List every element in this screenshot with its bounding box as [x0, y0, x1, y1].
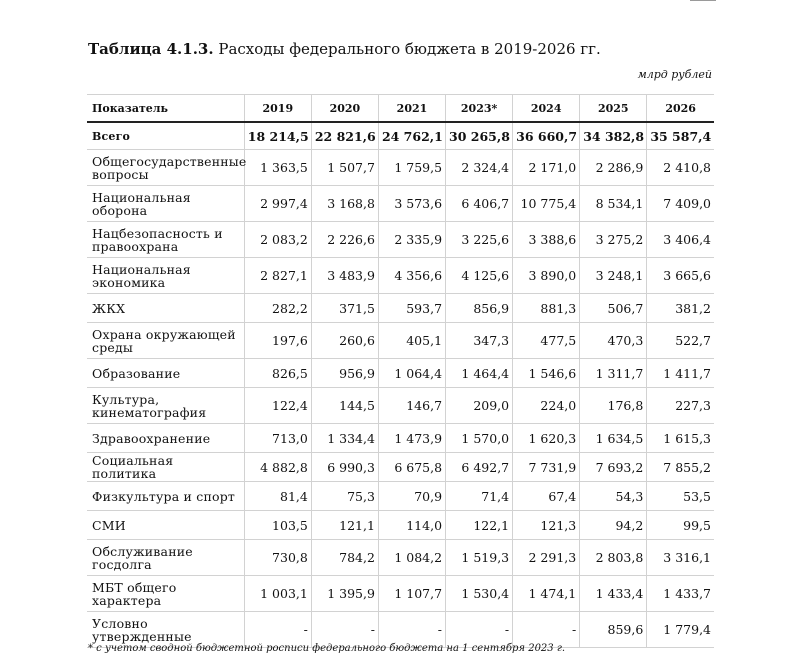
table-row: [87, 511, 714, 540]
header-year: 2021: [378, 95, 445, 123]
value-cell: 826,5: [244, 359, 311, 388]
table-row: [87, 388, 714, 424]
value-cell: 3 665,6: [647, 258, 714, 294]
row-label: Национальная экономика: [87, 258, 244, 294]
value-cell: 1 759,5: [378, 150, 445, 186]
value-cell: 1 464,4: [446, 359, 513, 388]
value-cell: 224,0: [513, 388, 580, 424]
table-row: [87, 323, 714, 359]
value-cell: 1 395,9: [311, 576, 378, 612]
table-number: Таблица 4.1.3.: [88, 40, 214, 58]
value-cell: 1 363,5: [244, 150, 311, 186]
table-row: [87, 453, 714, 482]
value-cell: 94,2: [580, 511, 647, 540]
value-cell: 2 803,8: [580, 540, 647, 576]
value-cell: -: [311, 612, 378, 648]
value-cell: 2 083,2: [244, 222, 311, 258]
table-row: [87, 150, 714, 186]
value-cell: 2 410,8: [647, 150, 714, 186]
header-year: 2023*: [446, 95, 513, 123]
table-row: [87, 258, 714, 294]
table-row: [87, 576, 714, 612]
value-cell: 347,3: [446, 323, 513, 359]
value-cell: 1 003,1: [244, 576, 311, 612]
header-year: 2026: [647, 95, 714, 123]
value-cell: 405,1: [378, 323, 445, 359]
value-cell: 470,3: [580, 323, 647, 359]
value-cell: -: [244, 612, 311, 648]
value-cell: 1 311,7: [580, 359, 647, 388]
value-cell: 7 855,2: [647, 453, 714, 482]
value-cell: 1 064,4: [378, 359, 445, 388]
value-cell: 2 335,9: [378, 222, 445, 258]
table-row: [87, 222, 714, 258]
value-cell: 2 291,3: [513, 540, 580, 576]
table-row: [87, 424, 714, 453]
value-cell: 381,2: [647, 294, 714, 323]
value-cell: 3 316,1: [647, 540, 714, 576]
value-cell: 24 762,1: [378, 122, 445, 150]
value-cell: 22 821,6: [311, 122, 378, 150]
value-cell: 856,9: [446, 294, 513, 323]
value-cell: 3 406,4: [647, 222, 714, 258]
value-cell: 144,5: [311, 388, 378, 424]
row-label: Всего: [87, 122, 244, 150]
value-cell: 1 433,4: [580, 576, 647, 612]
value-cell: 1 433,7: [647, 576, 714, 612]
value-cell: 371,5: [311, 294, 378, 323]
value-cell: 730,8: [244, 540, 311, 576]
table-row: [87, 482, 714, 511]
value-cell: 6 492,7: [446, 453, 513, 482]
value-cell: 1 411,7: [647, 359, 714, 388]
header-row: [87, 95, 714, 123]
value-cell: 67,4: [513, 482, 580, 511]
value-cell: 75,3: [311, 482, 378, 511]
row-label: Социальная политика: [87, 453, 244, 482]
value-cell: 506,7: [580, 294, 647, 323]
value-cell: 1 634,5: [580, 424, 647, 453]
row-label: Здравоохранение: [87, 424, 244, 453]
value-cell: 3 275,2: [580, 222, 647, 258]
value-cell: 10 775,4: [513, 186, 580, 222]
value-cell: -: [513, 612, 580, 648]
value-cell: 2 226,6: [311, 222, 378, 258]
value-cell: 7 409,0: [647, 186, 714, 222]
value-cell: 99,5: [647, 511, 714, 540]
top-edge-rule: [690, 0, 716, 1]
table-caption: Расходы федерального бюджета в 2019-2026 гг.: [218, 40, 601, 58]
value-cell: 70,9: [378, 482, 445, 511]
row-label: Физкультура и спорт: [87, 482, 244, 511]
value-cell: 2 286,9: [580, 150, 647, 186]
value-cell: 1 570,0: [446, 424, 513, 453]
value-cell: 260,6: [311, 323, 378, 359]
value-cell: 2 827,1: [244, 258, 311, 294]
value-cell: 53,5: [647, 482, 714, 511]
value-cell: 2 324,4: [446, 150, 513, 186]
row-label: Условно утвержденные: [87, 612, 244, 648]
value-cell: 6 990,3: [311, 453, 378, 482]
value-cell: 956,9: [311, 359, 378, 388]
row-label: Национальная оборона: [87, 186, 244, 222]
row-label: Общегосударственные вопросы: [87, 150, 244, 186]
value-cell: 176,8: [580, 388, 647, 424]
value-cell: 103,5: [244, 511, 311, 540]
value-cell: 30 265,8: [446, 122, 513, 150]
table-row: [87, 186, 714, 222]
header-year: 2020: [311, 95, 378, 123]
value-cell: 3 483,9: [311, 258, 378, 294]
value-cell: 1 334,4: [311, 424, 378, 453]
value-cell: 881,3: [513, 294, 580, 323]
row-label: Нацбезопасность и правоохрана: [87, 222, 244, 258]
table-row: [87, 294, 714, 323]
value-cell: 6 406,7: [446, 186, 513, 222]
value-cell: 2 997,4: [244, 186, 311, 222]
value-cell: 18 214,5: [244, 122, 311, 150]
value-cell: 1 107,7: [378, 576, 445, 612]
value-cell: 4 882,8: [244, 453, 311, 482]
value-cell: 3 388,6: [513, 222, 580, 258]
table-title: [88, 40, 601, 58]
value-cell: 71,4: [446, 482, 513, 511]
value-cell: 4 356,6: [378, 258, 445, 294]
header-year: 2024: [513, 95, 580, 123]
value-cell: 1 615,3: [647, 424, 714, 453]
value-cell: 477,5: [513, 323, 580, 359]
value-cell: 122,1: [446, 511, 513, 540]
value-cell: 522,7: [647, 323, 714, 359]
value-cell: 1 779,4: [647, 612, 714, 648]
value-cell: 593,7: [378, 294, 445, 323]
value-cell: -: [446, 612, 513, 648]
budget-table: [87, 94, 714, 648]
value-cell: 7 693,2: [580, 453, 647, 482]
row-label: Обслуживание госдолга: [87, 540, 244, 576]
value-cell: 8 534,1: [580, 186, 647, 222]
value-cell: 146,7: [378, 388, 445, 424]
value-cell: 1 474,1: [513, 576, 580, 612]
value-cell: 3 168,8: [311, 186, 378, 222]
value-cell: 3 225,6: [446, 222, 513, 258]
row-label: Образование: [87, 359, 244, 388]
value-cell: 4 125,6: [446, 258, 513, 294]
value-cell: 36 660,7: [513, 122, 580, 150]
value-cell: 859,6: [580, 612, 647, 648]
total-row: [87, 122, 714, 150]
value-cell: 114,0: [378, 511, 445, 540]
header-year: 2019: [244, 95, 311, 123]
row-label: МБТ общего характера: [87, 576, 244, 612]
value-cell: 3 573,6: [378, 186, 445, 222]
value-cell: 1 473,9: [378, 424, 445, 453]
value-cell: 713,0: [244, 424, 311, 453]
value-cell: 1 546,6: [513, 359, 580, 388]
value-cell: 1 519,3: [446, 540, 513, 576]
value-cell: -: [378, 612, 445, 648]
value-cell: 209,0: [446, 388, 513, 424]
value-cell: 227,3: [647, 388, 714, 424]
header-year: 2025: [580, 95, 647, 123]
value-cell: 81,4: [244, 482, 311, 511]
value-cell: 3 248,1: [580, 258, 647, 294]
value-cell: 35 587,4: [647, 122, 714, 150]
value-cell: 54,3: [580, 482, 647, 511]
value-cell: 1 084,2: [378, 540, 445, 576]
value-cell: 1 507,7: [311, 150, 378, 186]
value-cell: 1 530,4: [446, 576, 513, 612]
row-label: Охрана окружающей среды: [87, 323, 244, 359]
row-label: СМИ: [87, 511, 244, 540]
value-cell: 121,3: [513, 511, 580, 540]
value-cell: 7 731,9: [513, 453, 580, 482]
value-cell: 197,6: [244, 323, 311, 359]
value-cell: 1 620,3: [513, 424, 580, 453]
row-label: Культура, кинематография: [87, 388, 244, 424]
value-cell: 121,1: [311, 511, 378, 540]
table-row: [87, 540, 714, 576]
value-cell: 2 171,0: [513, 150, 580, 186]
value-cell: 122,4: [244, 388, 311, 424]
unit-label: млрд рублей: [637, 68, 712, 81]
header-indicator: Показатель: [87, 95, 244, 123]
value-cell: 6 675,8: [378, 453, 445, 482]
row-label: ЖКХ: [87, 294, 244, 323]
table-row: [87, 359, 714, 388]
value-cell: 34 382,8: [580, 122, 647, 150]
footnote: * с учетом сводной бюджетной росписи федерального бюджета на 1 сентября 2023 г.: [88, 643, 566, 654]
value-cell: 282,2: [244, 294, 311, 323]
value-cell: 784,2: [311, 540, 378, 576]
value-cell: 3 890,0: [513, 258, 580, 294]
